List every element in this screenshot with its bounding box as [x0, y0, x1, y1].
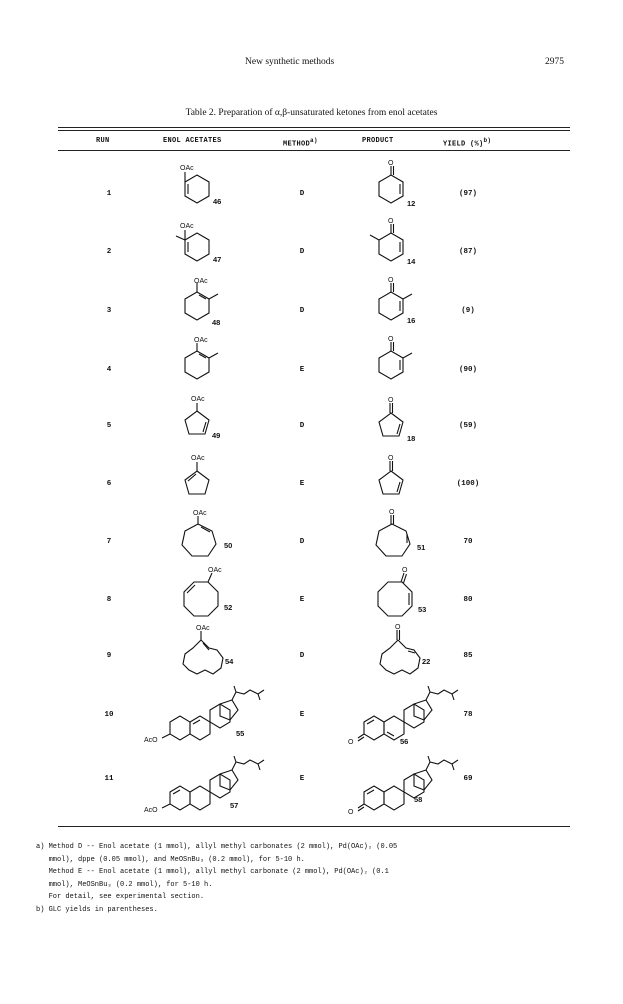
header-run: RUN — [96, 137, 110, 145]
product-compound-number: 16 — [407, 316, 416, 325]
table-top-rule-inner — [58, 130, 570, 131]
yield-cell: (97) — [458, 190, 477, 198]
header-rule — [58, 150, 570, 151]
yield-cell: (87) — [458, 248, 477, 256]
carbonyl-o-label: O — [388, 397, 394, 404]
carbonyl-o-label: O — [348, 809, 354, 816]
method-cell: E — [299, 711, 305, 719]
table-row — [0, 538, 623, 596]
table-row — [0, 422, 623, 480]
method-cell: E — [299, 366, 305, 374]
method-cell: D — [299, 538, 305, 546]
table-row — [0, 248, 623, 306]
run-cell: 9 — [106, 652, 112, 660]
structure-product-18 — [362, 394, 422, 456]
enol-compound-number: 57 — [230, 801, 239, 810]
structure-enol-52 — [168, 568, 238, 630]
header-method-label: METHOD — [283, 140, 311, 149]
method-cell: D — [299, 248, 305, 256]
oac-label: OAc — [180, 223, 194, 230]
oac-label: OAc — [193, 510, 207, 517]
structure-enol-47 — [168, 218, 228, 280]
structure-product-16 — [362, 277, 422, 339]
aco-label: AcO — [144, 807, 158, 814]
yield-cell: 70 — [463, 538, 473, 546]
carbonyl-o-label: O — [395, 624, 401, 631]
table-row — [0, 775, 623, 833]
structure-product-12 — [362, 160, 422, 222]
yield-cell: (59) — [458, 422, 477, 430]
enol-compound-number: 54 — [225, 657, 234, 666]
product-compound-number: 53 — [418, 605, 427, 614]
oac-label: OAc — [191, 455, 205, 462]
table-row — [0, 596, 623, 654]
table-top-rule — [58, 127, 570, 128]
method-cell: E — [299, 596, 305, 604]
footnote-line: For detail, see experimental section. — [36, 893, 205, 902]
run-cell: 5 — [106, 422, 112, 430]
run-cell: 6 — [106, 480, 112, 488]
header-enol-acetates: ENOL ACETATES — [163, 137, 222, 145]
structure-enol-run-4 — [168, 336, 228, 398]
header-method — [283, 137, 318, 148]
table-row — [0, 480, 623, 538]
oac-label: OAc — [180, 165, 194, 172]
product-compound-number: 18 — [407, 434, 416, 443]
structure-product-58 — [334, 756, 474, 818]
structure-product-run-4 — [362, 336, 422, 398]
footnote-line: mmol), dppe (0.05 mmol), and MeOSnBu₃ (0.2 mmol), for 5-10 h. — [36, 855, 305, 864]
carbonyl-o-label: O — [402, 567, 408, 574]
product-compound-number: 56 — [400, 737, 409, 746]
product-compound-number: 14 — [407, 257, 416, 266]
header-method-footnote-mark: a) — [310, 137, 318, 144]
structure-enol-55 — [140, 686, 280, 748]
structure-enol-run-6 — [168, 452, 228, 514]
structure-enol-48 — [168, 277, 228, 339]
product-compound-number: 12 — [407, 199, 416, 208]
running-head-title: New synthetic methods — [245, 57, 335, 67]
carbonyl-o-label: O — [388, 160, 394, 167]
method-cell: E — [299, 480, 305, 488]
enol-compound-number: 47 — [213, 255, 222, 264]
table-row — [0, 711, 623, 769]
table-row — [0, 307, 623, 365]
header-yield-footnote-mark: b) — [483, 137, 492, 144]
enol-compound-number: 55 — [236, 729, 245, 738]
run-cell: 3 — [106, 307, 112, 315]
structure-enol-49 — [168, 394, 228, 456]
yield-cell: 78 — [463, 711, 473, 719]
footnote-line: a) Method D -- Enol acetate (1 mmol), allyl methyl carbonates (2 mmol), Pd(OAc)₂ (0.05 — [36, 843, 398, 851]
table-row — [0, 190, 623, 248]
enol-compound-number: 46 — [213, 197, 222, 206]
enol-compound-number: 52 — [224, 603, 233, 612]
yield-cell: (100) — [456, 480, 480, 488]
yield-cell: 85 — [463, 652, 473, 660]
structure-product-56 — [334, 686, 474, 748]
method-cell: D — [299, 190, 305, 198]
structure-product-14 — [362, 218, 422, 280]
run-cell: 1 — [106, 190, 112, 198]
structure-product-51 — [362, 510, 432, 572]
table-row — [0, 652, 623, 710]
table-footnotes — [36, 841, 596, 917]
oac-label: OAc — [196, 625, 210, 632]
table-caption: Table 2. Preparation of α,β-unsaturated ketones from enol acetates — [185, 108, 438, 118]
product-compound-number: 58 — [414, 795, 423, 804]
oac-label: OAc — [194, 337, 208, 344]
structure-product-22 — [362, 624, 442, 686]
oac-label: OAc — [191, 396, 205, 403]
enol-compound-number: 48 — [212, 318, 221, 327]
enol-compound-number: 50 — [224, 541, 233, 550]
structure-enol-50 — [168, 510, 238, 572]
run-cell: 10 — [104, 711, 114, 719]
method-cell: D — [299, 652, 305, 660]
footnote-line: b) GLC yields in parentheses. — [36, 905, 158, 914]
carbonyl-o-label: O — [388, 277, 394, 284]
method-cell: E — [299, 775, 305, 783]
run-cell: 2 — [106, 248, 112, 256]
header-yield — [443, 137, 491, 148]
structure-enol-46 — [168, 160, 228, 222]
header-yield-label: YIELD (%) — [443, 140, 484, 149]
aco-label: AcO — [144, 737, 158, 744]
structure-enol-57 — [140, 756, 280, 818]
table-row — [0, 366, 623, 424]
footnote-line: Method E -- Enol acetate (1 mmol), allyl methyl carbonate (2 mmol), Pd(OAc)₂ (0.1 — [36, 868, 389, 877]
page-number: 2975 — [545, 57, 564, 67]
footnote-line: mmol), MeOSnBu₃ (0.2 mmol), for 5-10 h. — [36, 880, 213, 889]
carbonyl-o-label: O — [388, 455, 394, 462]
carbonyl-o-label: O — [389, 509, 395, 516]
oac-label: OAc — [208, 567, 222, 574]
yield-cell: (9) — [461, 307, 475, 315]
carbonyl-o-label: O — [388, 218, 394, 225]
run-cell: 11 — [104, 775, 114, 783]
carbonyl-o-label: O — [348, 739, 354, 746]
run-cell: 7 — [106, 538, 112, 546]
header-product: PRODUCT — [362, 137, 394, 145]
carbonyl-o-label: O — [388, 336, 394, 343]
yield-cell: 80 — [463, 596, 473, 604]
method-cell: D — [299, 307, 305, 315]
oac-label: OAc — [194, 278, 208, 285]
enol-compound-number: 49 — [212, 431, 221, 440]
structure-product-53 — [362, 568, 432, 630]
structure-product-run-6 — [362, 452, 422, 514]
structure-enol-54 — [165, 624, 245, 686]
yield-cell: (90) — [458, 366, 477, 374]
method-cell: D — [299, 422, 305, 430]
yield-cell: 69 — [463, 775, 473, 783]
product-compound-number: 22 — [422, 657, 431, 666]
run-cell: 4 — [106, 366, 112, 374]
run-cell: 8 — [106, 596, 112, 604]
product-compound-number: 51 — [417, 543, 426, 552]
